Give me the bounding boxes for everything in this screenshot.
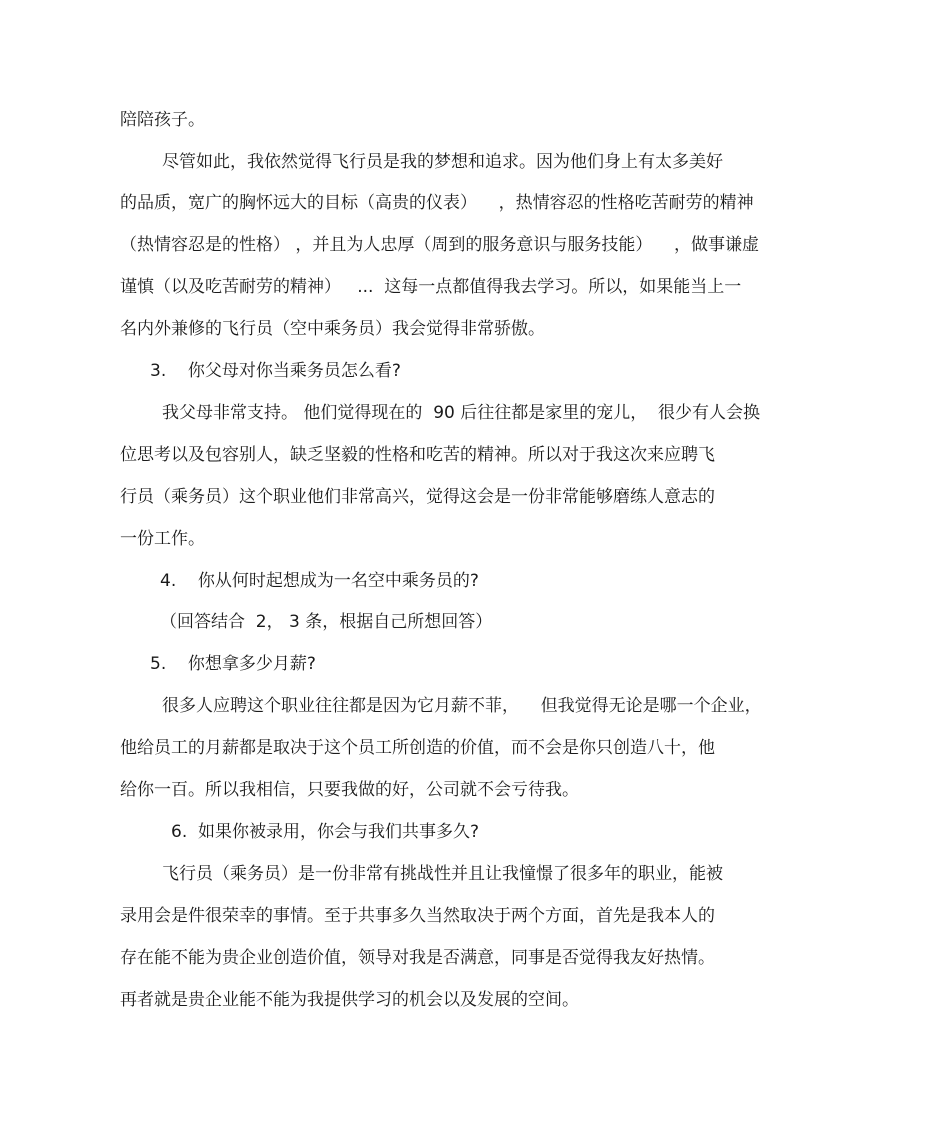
question-heading: 3. 你父母对你当乘务员怎么看? bbox=[150, 361, 401, 381]
text-line: 再者就是贵企业能不能为我提供学习的机会以及发展的空间。 bbox=[120, 990, 579, 1010]
text-line: 给你一百。所以我相信，只要我做的好，公司就不会亏待我。 bbox=[120, 780, 579, 800]
question-heading: 6. 如果你被录用，你会与我们共事多久? bbox=[171, 822, 480, 842]
text-line: 名内外兼修的飞行员（空中乘务员）我会觉得非常骄傲。 bbox=[120, 319, 545, 339]
text-line: 谨慎（以及吃苦耐劳的精神） ... 这每一点都值得我去学习。所以，如果能当上一 bbox=[120, 277, 742, 297]
text-line: 他给员工的月薪都是取决于这个员工所创造的价值，而不会是你只创造八十，他 bbox=[120, 738, 715, 758]
text-line: 存在能不能为贵企业创造价值，领导对我是否满意，同事是否觉得我友好热情。 bbox=[120, 948, 715, 968]
paragraph-first-line: 飞行员（乘务员）是一份非常有挑战性并且让我憧憬了很多年的职业，能被 bbox=[162, 864, 723, 884]
paragraph-first-line: 我父母非常支持。 他们觉得现在的 90 后往往都是家里的宠儿， 很少有人会换 bbox=[162, 403, 761, 423]
text-line: 的品质，宽广的胸怀远大的目标（高贵的仪表） ，热情容忍的性格吃苦耐劳的精神 bbox=[120, 193, 754, 213]
text-line: 行员（乘务员）这个职业他们非常高兴，觉得这会是一份非常能够磨练人意志的 bbox=[120, 487, 715, 507]
text-line: 录用会是件很荣幸的事情。至于共事多久当然取决于两个方面，首先是我本人的 bbox=[120, 906, 715, 926]
text-line: 陪陪孩子。 bbox=[120, 110, 205, 130]
paragraph-first-line: 很多人应聘这个职业往往都是因为它月薪不菲， 但我觉得无论是哪一个企业， bbox=[162, 696, 762, 716]
text-line: 位思考以及包容别人，缺乏坚毅的性格和吃苦的精神。所以对于我这次来应聘飞 bbox=[120, 445, 715, 465]
text-line: 一份工作。 bbox=[120, 529, 205, 549]
question-heading: 4. 你从何时起想成为一名空中乘务员的? bbox=[160, 571, 479, 591]
question-heading: 5. 你想拿多少月薪? bbox=[150, 654, 316, 674]
text-line: （热情容忍是的性格） ，并且为人忠厚（周到的服务意识与服务技能） ，做事谦虚 bbox=[120, 235, 760, 255]
paragraph-first-line: 尽管如此，我依然觉得飞行员是我的梦想和追求。因为他们身上有太多美好 bbox=[162, 152, 723, 172]
answer-note: （回答结合 2， 3 条，根据自己所想回答） bbox=[160, 612, 493, 632]
